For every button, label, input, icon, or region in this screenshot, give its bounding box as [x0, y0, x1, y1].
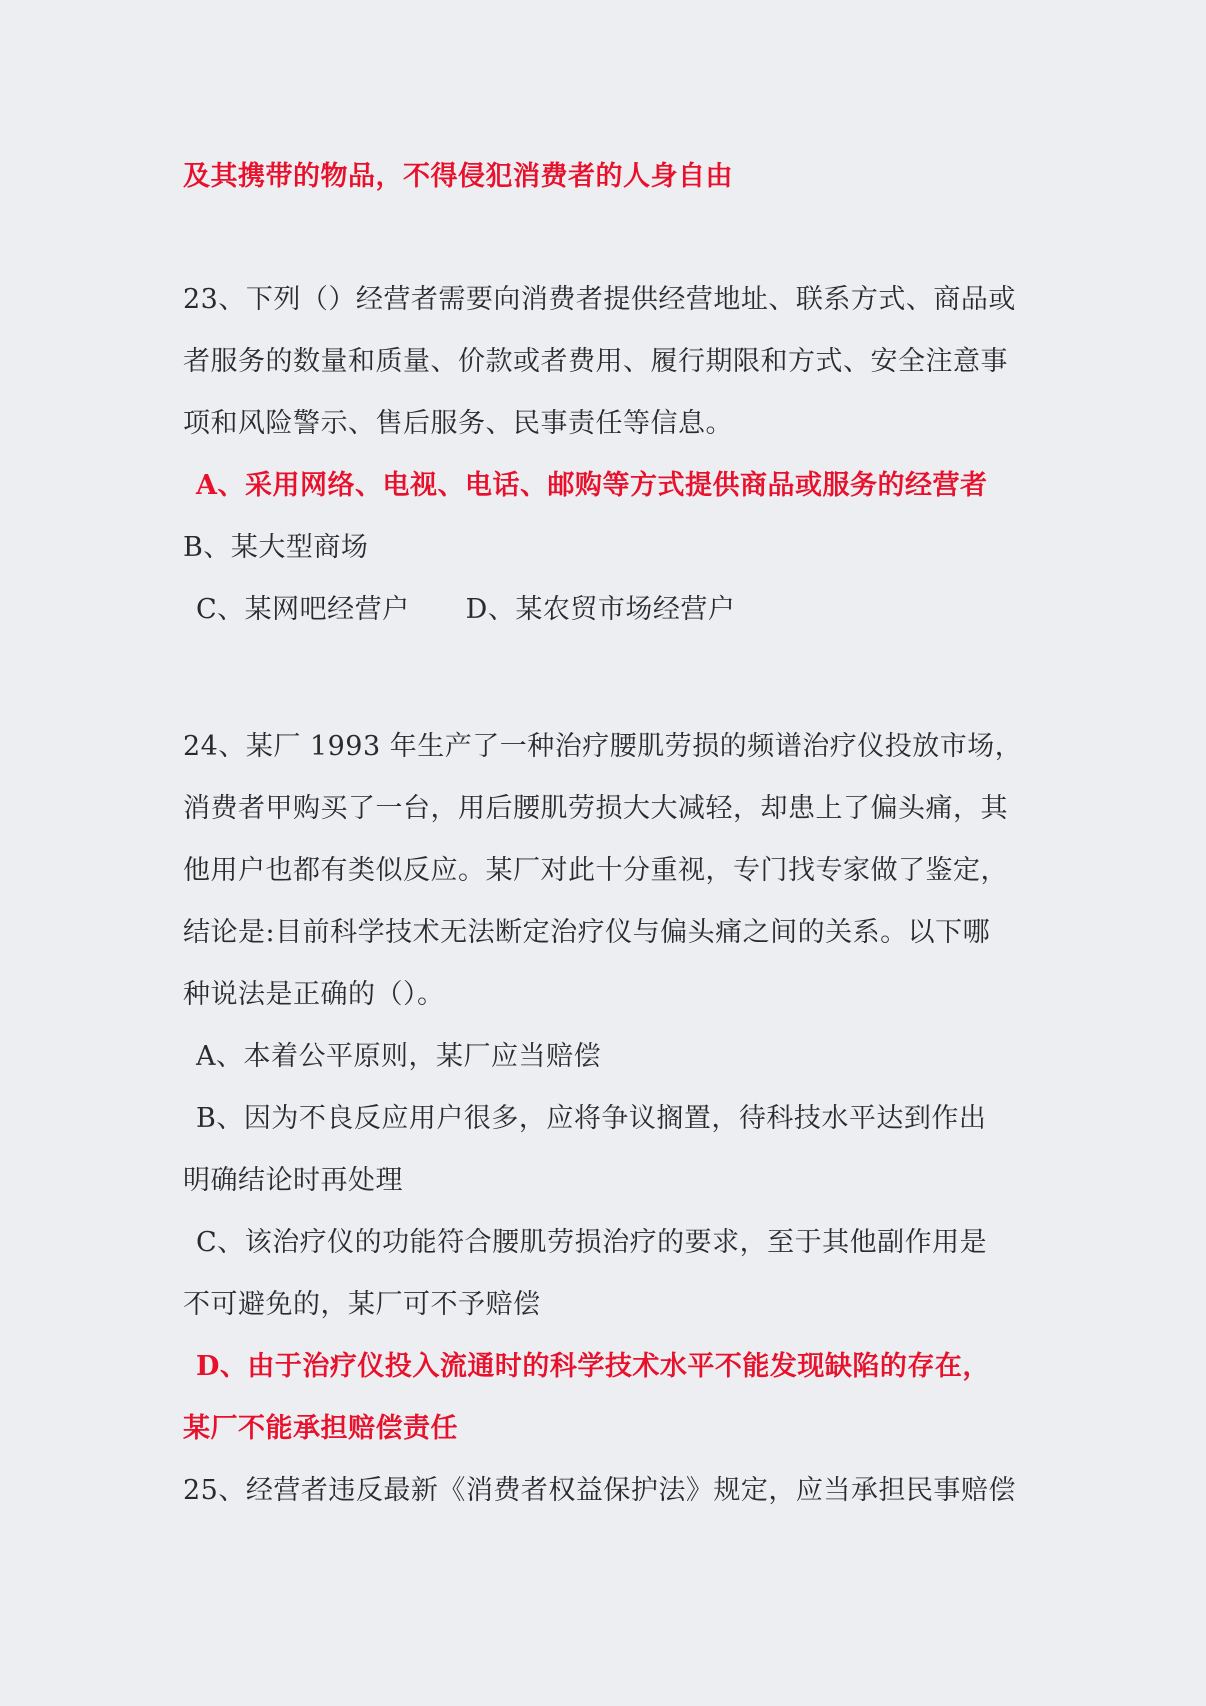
- question-23-option-a-answer: A、采用网络、电视、电话、邮购等方式提供商品或服务的经营者: [196, 470, 988, 501]
- question-23-line-3: 项和风险警示、售后服务、民事责任等信息。: [183, 408, 733, 439]
- question-23-line-2: 者服务的数量和质量、价款或者费用、履行期限和方式、安全注意事: [183, 346, 1008, 377]
- question-24-option-c-line-1: C、该治疗仪的功能符合腰肌劳损治疗的要求，至于其他副作用是: [196, 1227, 988, 1258]
- question-24-line-1: 24、某厂 1993 年生产了一种治疗腰肌劳损的频谱治疗仪投放市场，: [183, 731, 1023, 762]
- question-24-line-2: 消费者甲购买了一台，用后腰肌劳损大大减轻，却患上了偏头痛，其: [183, 793, 1008, 824]
- question-24-option-a: A、本着公平原则，某厂应当赔偿: [196, 1041, 601, 1072]
- question-23-option-b: B、某大型商场: [183, 532, 369, 563]
- question-23-option-d: D、某农贸市场经营户: [465, 594, 736, 625]
- question-25-line-1: 25、经营者违反最新《消费者权益保护法》规定，应当承担民事赔偿: [183, 1475, 1016, 1506]
- question-23-options-c-d: [196, 593, 735, 627]
- question-24-line-4: 结论是:目前科学技术无法断定治疗仪与偏头痛之间的关系。以下哪: [183, 917, 991, 948]
- question-23-line-1: 23、下列（）经营者需要向消费者提供经营地址、联系方式、商品或: [183, 284, 1016, 315]
- question-24-option-d-answer-line-2: 某厂不能承担赔偿责任: [183, 1413, 458, 1444]
- question-24-line-5: 种说法是正确的（）。: [183, 979, 445, 1010]
- question-24-option-b-line-1: B、因为不良反应用户很多，应将争议搁置，待科技水平达到作出: [196, 1103, 987, 1134]
- question-23-option-c: C、某网吧经营户: [196, 594, 410, 625]
- question-24-option-d-answer-line-1: D、由于治疗仪投入流通时的科学技术水平不能发现缺陷的存在，: [196, 1351, 990, 1382]
- question-24-option-b-line-2: 明确结论时再处理: [183, 1165, 403, 1196]
- answer-fragment-top: 及其携带的物品，不得侵犯消费者的人身自由: [183, 161, 733, 192]
- question-24-line-3: 他用户也都有类似反应。某厂对此十分重视，专门找专家做了鉴定，: [183, 855, 1008, 886]
- question-24-option-c-line-2: 不可避免的，某厂可不予赔偿: [183, 1289, 541, 1320]
